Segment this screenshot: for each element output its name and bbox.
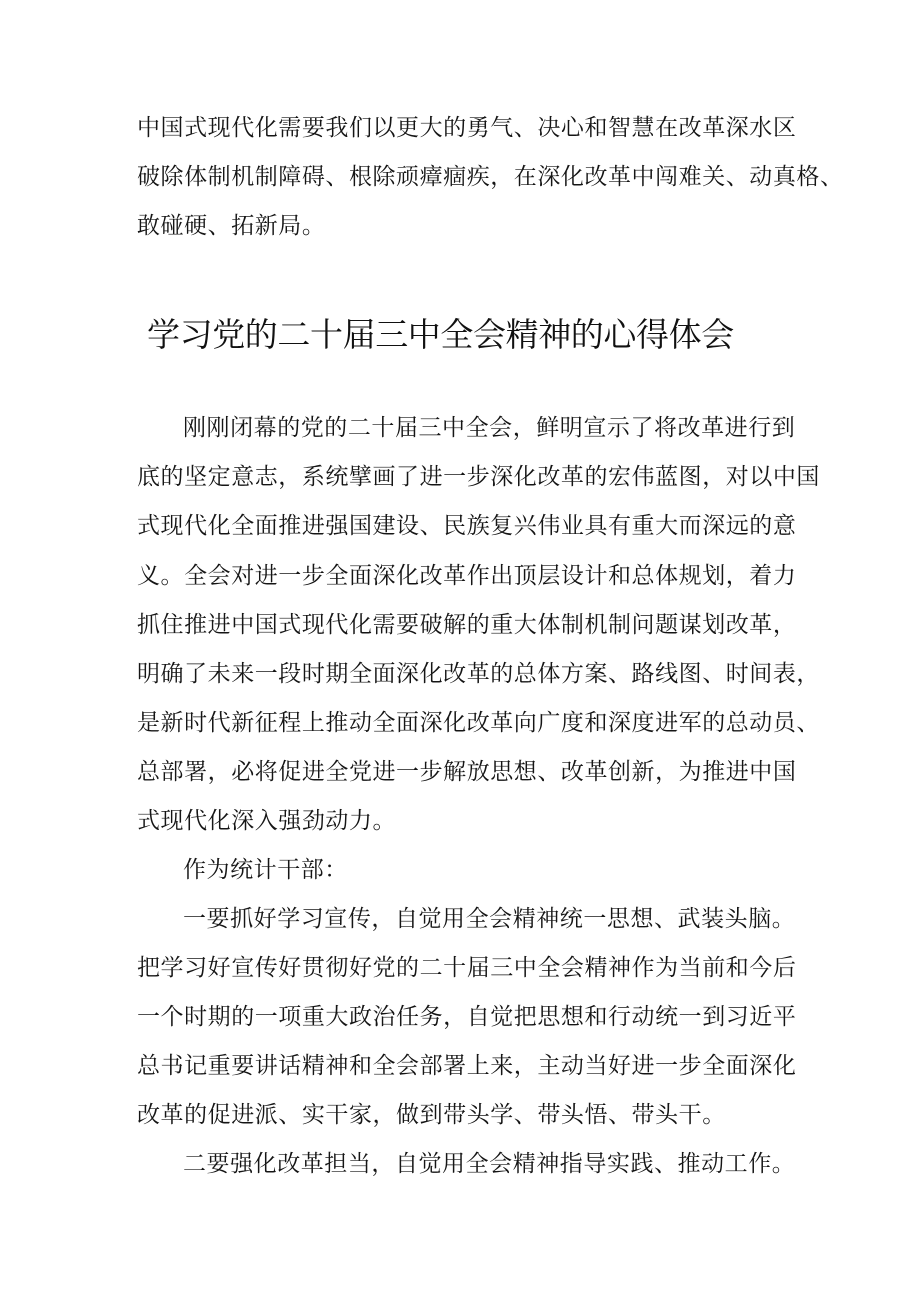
paragraph1-line: 明确了未来一段时期全面深化改革的总体方案、路线图、时间表， (137, 661, 820, 687)
intro-line: 敢碰硬、拓新局。 (137, 213, 326, 239)
paragraph1-line: 是新时代新征程上推动全面深化改革向广度和深度进军的总动员、 (137, 710, 820, 736)
paragraph1-line: 底的坚定意志，系统擘画了进一步深化改革的宏伟蓝图，对以中国 (137, 464, 820, 490)
paragraph3-line: 把学习好宣传好贯彻好党的二十届三中全会精神作为当前和今后 (137, 955, 797, 981)
paragraph3-line: 总书记重要讲话精神和全会部署上来，主动当好进一步全面深化 (137, 1053, 797, 1079)
intro-line: 中国式现代化需要我们以更大的勇气、决心和智慧在改革深水区 (137, 115, 797, 141)
paragraph1-line: 式现代化全面推进强国建设、民族复兴伟业具有重大而深远的意 (137, 513, 797, 539)
paragraph1-line: 总部署，必将促进全党进一步解放思想、改革创新，为推进中国 (137, 759, 797, 785)
paragraph2-line: 作为统计干部： (183, 857, 348, 883)
paragraph1-line: 式现代化深入强劲动力。 (137, 808, 397, 834)
paragraph3-line: 一要抓好学习宣传，自觉用全会精神统一思想、武装头脑。 (183, 906, 796, 932)
paragraph1-line: 义。全会对进一步全面深化改革作出顶层设计和总体规划，着力 (137, 563, 797, 589)
paragraph4-line: 二要强化改革担当，自觉用全会精神指导实践、推动工作。 (183, 1151, 796, 1177)
paragraph3-line: 改革的促进派、实干家，做到带头学、带头悟、带头干。 (137, 1102, 726, 1128)
paragraph1-line: 刚刚闭幕的党的二十届三中全会，鲜明宣示了将改革进行到 (183, 415, 796, 441)
document-title: 学习党的二十届三中全会精神的心得体会 (147, 315, 734, 354)
paragraph1-line: 抓住推进中国式现代化需要破解的重大体制机制问题谋划改革， (137, 612, 797, 638)
paragraph3-line: 一个时期的一项重大政治任务，自觉把思想和行动统一到习近平 (137, 1004, 797, 1030)
intro-line: 破除体制机制障碍、根除顽瘴痼疾，在深化改革中闯难关、动真格、 (137, 164, 844, 190)
